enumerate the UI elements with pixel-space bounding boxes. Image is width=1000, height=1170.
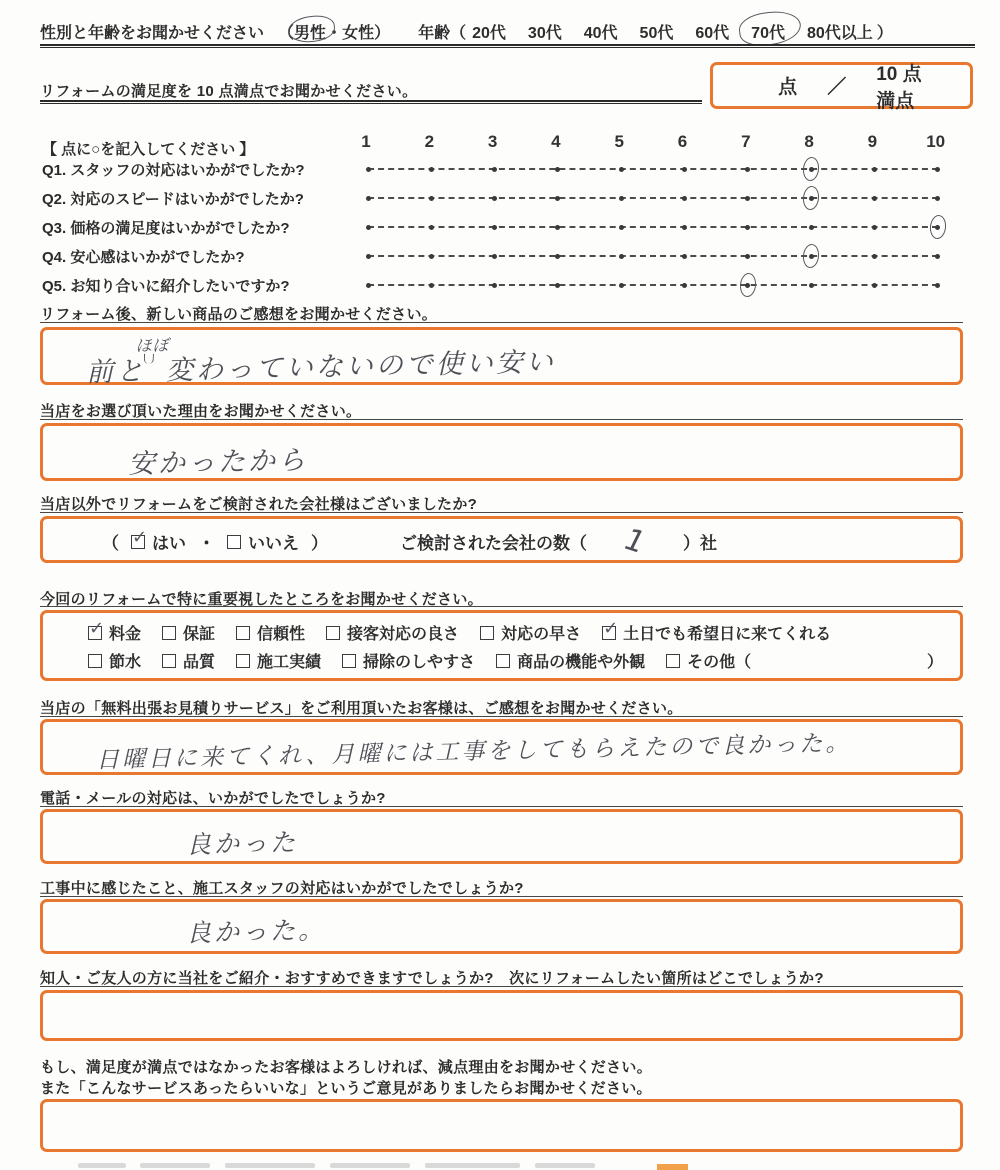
answer-part: 前と [85, 355, 147, 389]
priority-label: 掃除のしやすさ [363, 654, 476, 671]
company-count-label: ご検討された会社の数（ [400, 534, 587, 553]
rating-question-label: Q3. 価格の満足度はいかがでしたか? [42, 220, 290, 237]
phone-rule [40, 806, 963, 807]
cutoff-highlight [657, 1164, 688, 1170]
scale-number-4: 4 [551, 132, 561, 151]
rating-dot-5[interactable] [619, 167, 624, 172]
rating-track [358, 278, 948, 292]
rating-row-4 [42, 246, 965, 267]
rating-dot-8[interactable] [809, 254, 814, 259]
rating-dot-6[interactable] [682, 283, 687, 288]
age-option-40代[interactable]: 40代 [583, 25, 618, 42]
check-icon: ✓ [132, 526, 148, 547]
separator: ・ [198, 534, 215, 553]
priority-option[interactable] [480, 621, 581, 644]
rating-dot-5[interactable] [619, 196, 624, 201]
priority-option[interactable] [162, 621, 215, 644]
rating-dot-4[interactable] [555, 225, 560, 230]
rating-dot-10[interactable] [935, 254, 940, 259]
age-option-30代[interactable]: 30代 [527, 25, 562, 42]
priority-option[interactable] [326, 621, 459, 644]
companies-heading: 当店以外でリフォームをご検討された会社様はございましたか? [40, 496, 478, 513]
rating-dot-10[interactable] [935, 196, 940, 201]
scale-number-8: 8 [804, 132, 814, 151]
rating-dot-7[interactable] [745, 254, 750, 259]
rating-dot-3[interactable] [492, 283, 497, 288]
inserted-word: ほぼ [135, 335, 170, 356]
estimate-heading: 当店の「無料出張お見積りサービス」をご利用頂いたお客様は、ご感想をお聞かせください。 [40, 700, 683, 717]
priorities-rule [40, 606, 963, 607]
rating-dot-10[interactable] [935, 225, 940, 230]
gender-option-female[interactable]: 女性 [342, 25, 375, 42]
priority-option[interactable] [342, 649, 475, 672]
rating-track [358, 249, 948, 263]
rating-question-label: Q4. 安心感はいかがでしたか? [42, 249, 245, 266]
paren: （ [102, 534, 119, 553]
rating-dot-3[interactable] [492, 196, 497, 201]
priority-label: 料金 [109, 626, 142, 643]
estimate-rule [40, 716, 963, 717]
handwritten-reason-answer: 安かったから [127, 444, 309, 481]
score-slash: ／ [827, 77, 847, 98]
rating-dot-2[interactable] [429, 254, 434, 259]
rating-dot-5[interactable] [619, 254, 624, 259]
age-option-20代[interactable]: 20代 [472, 25, 506, 42]
rating-dot-4[interactable] [555, 254, 560, 259]
age-label: 年齢（ [418, 25, 467, 42]
companies-answer-row [40, 524, 963, 559]
score-max: 10 点満点 [876, 63, 922, 112]
age-option-70代[interactable]: 70代 [751, 20, 785, 43]
construction-heading: 工事中に感じたこと、施工スタッフの対応はいかがでしたでしょうか? [40, 880, 524, 897]
reason-heading: 当店をお選び頂いた理由をお聞かせください。 [40, 403, 362, 420]
scale-number-3: 3 [487, 132, 498, 151]
rating-row-3 [42, 217, 965, 238]
rating-dot-4[interactable] [555, 196, 560, 201]
yes-label: はい [152, 534, 186, 553]
rating-dot-6[interactable] [682, 225, 687, 230]
product-heading: リフォーム後、新しい商品のご感想をお聞かせください。 [40, 306, 438, 323]
separator: ・ [326, 25, 343, 42]
gender-male-label: 男性 [294, 25, 327, 42]
caret-icon [144, 354, 154, 364]
rating-dot-1[interactable] [366, 167, 371, 172]
rating-dot-1[interactable] [366, 196, 371, 201]
rating-dot-2[interactable] [429, 167, 434, 172]
score-input-box[interactable] [710, 62, 973, 112]
rating-dot-7[interactable] [745, 283, 750, 288]
priority-label: 保証 [183, 626, 216, 643]
satisfaction-heading: リフォームの満足度を 10 点満点でお聞かせください。 [40, 83, 418, 100]
score-value-blank[interactable] [713, 72, 748, 100]
companies-option-no[interactable] [227, 529, 299, 554]
rating-question-label: Q2. 対応のスピードはいかがでしたか? [42, 191, 304, 208]
scale-number-9: 9 [867, 132, 878, 151]
rating-row-2 [42, 188, 965, 209]
rating-row-1 [42, 159, 965, 180]
priority-option[interactable] [88, 617, 142, 644]
rating-question-label: Q5. お知り合いに紹介したいですか? [42, 278, 290, 295]
answer-box-deduction[interactable] [40, 1099, 963, 1152]
rating-dot-5[interactable] [619, 225, 624, 230]
rating-dot-8[interactable] [809, 283, 814, 288]
priority-label: その他（ [687, 654, 752, 671]
checkbox[interactable] [162, 626, 176, 640]
priorities-row-1 [40, 617, 963, 644]
rating-section [40, 130, 965, 302]
rating-dot-9[interactable] [872, 254, 877, 259]
priorities-heading: 今回のリフォームで特に重要視したところをお聞かせください。 [40, 591, 483, 608]
product-rule [40, 322, 963, 323]
no-label: いいえ [248, 534, 299, 553]
page-bottom-cutoff [0, 1163, 1000, 1170]
rating-dot-1[interactable] [366, 283, 371, 288]
rating-track [358, 220, 948, 234]
age-options [472, 20, 873, 43]
pencil-circle-age [737, 8, 803, 48]
checkbox[interactable] [480, 626, 494, 640]
rating-dot-5[interactable] [619, 283, 624, 288]
paren: ） [311, 534, 328, 553]
rating-dot-4[interactable] [555, 167, 560, 172]
scale-number-6: 6 [677, 132, 688, 151]
priorities-row-2 [40, 649, 963, 672]
age-option-60代[interactable]: 60代 [695, 25, 730, 42]
handwritten-construction-answer: 良かった。 [185, 915, 327, 948]
scale-number-1: 1 [361, 132, 371, 151]
rating-dot-9[interactable] [872, 225, 877, 230]
section-gender-age [40, 20, 893, 43]
priority-label: 施工実績 [257, 654, 322, 671]
rating-dot-6[interactable] [682, 167, 687, 172]
checkbox[interactable] [666, 654, 680, 668]
checkbox[interactable] [342, 654, 356, 668]
rating-dot-1[interactable] [366, 225, 371, 230]
age-close-paren: ） [876, 25, 893, 42]
rating-dot-2[interactable] [429, 225, 434, 230]
satisfaction-rule [40, 100, 702, 104]
reason-rule [40, 419, 963, 420]
referral-heading: 知人・ご友人の方に当社をご紹介・おすすめできますでしょうか? 次にリフォームしたい箇所はどこでしょうか? [40, 970, 824, 987]
rating-dot-3[interactable] [492, 167, 497, 172]
handwritten-count: 1 [618, 522, 652, 561]
rating-dot-9[interactable] [872, 283, 877, 288]
checkbox-no[interactable] [227, 535, 241, 549]
rating-dot-3[interactable] [492, 225, 497, 230]
priority-label: 信頼性 [257, 626, 306, 643]
checkbox[interactable] [602, 617, 619, 640]
priority-option[interactable] [602, 617, 832, 644]
deduction-heading-line1: もし、満足度が満点ではなかったお客様はよろしければ、減点理由をお聞かせください。 [40, 1059, 653, 1076]
checkbox[interactable] [236, 654, 250, 668]
rating-row-5 [42, 275, 965, 296]
check-icon: ✓ [89, 617, 105, 638]
priority-option[interactable] [88, 649, 141, 672]
answer-box-referral[interactable] [40, 990, 963, 1041]
paren: ） [374, 25, 391, 42]
priority-label: 接客対応の良さ [347, 626, 460, 643]
company-count-close: ）社 [683, 534, 717, 553]
answer-box-phone[interactable] [40, 809, 963, 864]
rating-instruction: 【 点に○を記入してください 】 [42, 141, 255, 158]
score-unit: 点 [778, 77, 798, 98]
rating-dot-1[interactable] [366, 254, 371, 259]
rating-dot-2[interactable] [429, 196, 434, 201]
rating-question-label: Q1. スタッフの対応はいかがでしたか? [42, 162, 305, 179]
answer-part: 変わっていないので使い安い [165, 346, 557, 387]
priority-label: 商品の機能や外観 [517, 654, 646, 671]
rating-track [358, 191, 948, 205]
age-option-50代[interactable]: 50代 [639, 25, 674, 42]
construction-rule [40, 896, 963, 897]
rating-dot-8[interactable] [809, 167, 814, 172]
rating-dot-10[interactable] [935, 283, 940, 288]
rating-dot-2[interactable] [429, 283, 434, 288]
checkbox[interactable] [496, 654, 510, 668]
rating-dot-6[interactable] [682, 254, 687, 259]
checkbox[interactable] [236, 626, 250, 640]
referral-rule [40, 986, 963, 987]
priority-option[interactable] [162, 649, 215, 672]
rating-dot-8[interactable] [809, 225, 814, 230]
other-close-paren: ） [926, 654, 943, 671]
scale-number-10: 10 [926, 132, 946, 151]
paren: （ [278, 25, 295, 42]
phone-heading: 電話・メールの対応は、いかがでしたでしょうか? [40, 790, 386, 807]
company-count-slot[interactable] [599, 524, 671, 559]
checkbox[interactable] [326, 626, 340, 640]
rating-dot-9[interactable] [872, 196, 877, 201]
companies-option-yes[interactable] [131, 526, 186, 554]
priority-option[interactable] [496, 649, 645, 672]
rating-track [358, 162, 948, 176]
checkbox[interactable] [162, 654, 176, 668]
top-rule [40, 44, 975, 48]
gender-options [278, 20, 390, 43]
scale-number-7: 7 [741, 132, 751, 151]
rating-dot-7[interactable] [745, 225, 750, 230]
rating-dot-8[interactable] [809, 196, 814, 201]
checkbox-yes[interactable] [131, 526, 148, 549]
check-icon: ✓ [603, 617, 619, 638]
companies-rule [40, 512, 963, 513]
scale-number-2: 2 [424, 132, 435, 151]
rating-dot-4[interactable] [555, 283, 560, 288]
priority-label: 土日でも希望日に来てくれる [623, 626, 832, 643]
rating-dot-7[interactable] [745, 167, 750, 172]
priority-label: 品質 [183, 654, 216, 671]
gender-age-question: 性別と年齢をお聞かせください [40, 25, 265, 42]
deduction-heading-line2: また「こんなサービスあったらいいな」というご意見がありましたらお聞かせください。 [40, 1080, 652, 1097]
priority-option[interactable] [666, 649, 751, 672]
priority-option[interactable] [236, 621, 305, 644]
rating-dot-10[interactable] [935, 167, 940, 172]
checkbox[interactable] [88, 654, 102, 668]
rating-dot-3[interactable] [492, 254, 497, 259]
priority-label: 対応の早さ [501, 626, 582, 643]
rating-dot-9[interactable] [872, 167, 877, 172]
handwritten-phone-answer: 良かった [185, 827, 299, 860]
scale-number-5: 5 [614, 132, 624, 151]
priority-label: 節水 [109, 654, 142, 671]
age-option-80代以上[interactable]: 80代以上 [806, 25, 873, 42]
checkbox[interactable] [88, 617, 105, 640]
rating-dot-7[interactable] [745, 196, 750, 201]
gender-option-male[interactable] [294, 20, 326, 43]
answer-box-construction[interactable] [40, 899, 963, 954]
rating-dot-6[interactable] [682, 196, 687, 201]
priority-option[interactable] [236, 649, 321, 672]
handwritten-estimate-answer: 日曜日に来てくれ、月曜には工事をしてもらえたので良かった。 [95, 730, 852, 774]
